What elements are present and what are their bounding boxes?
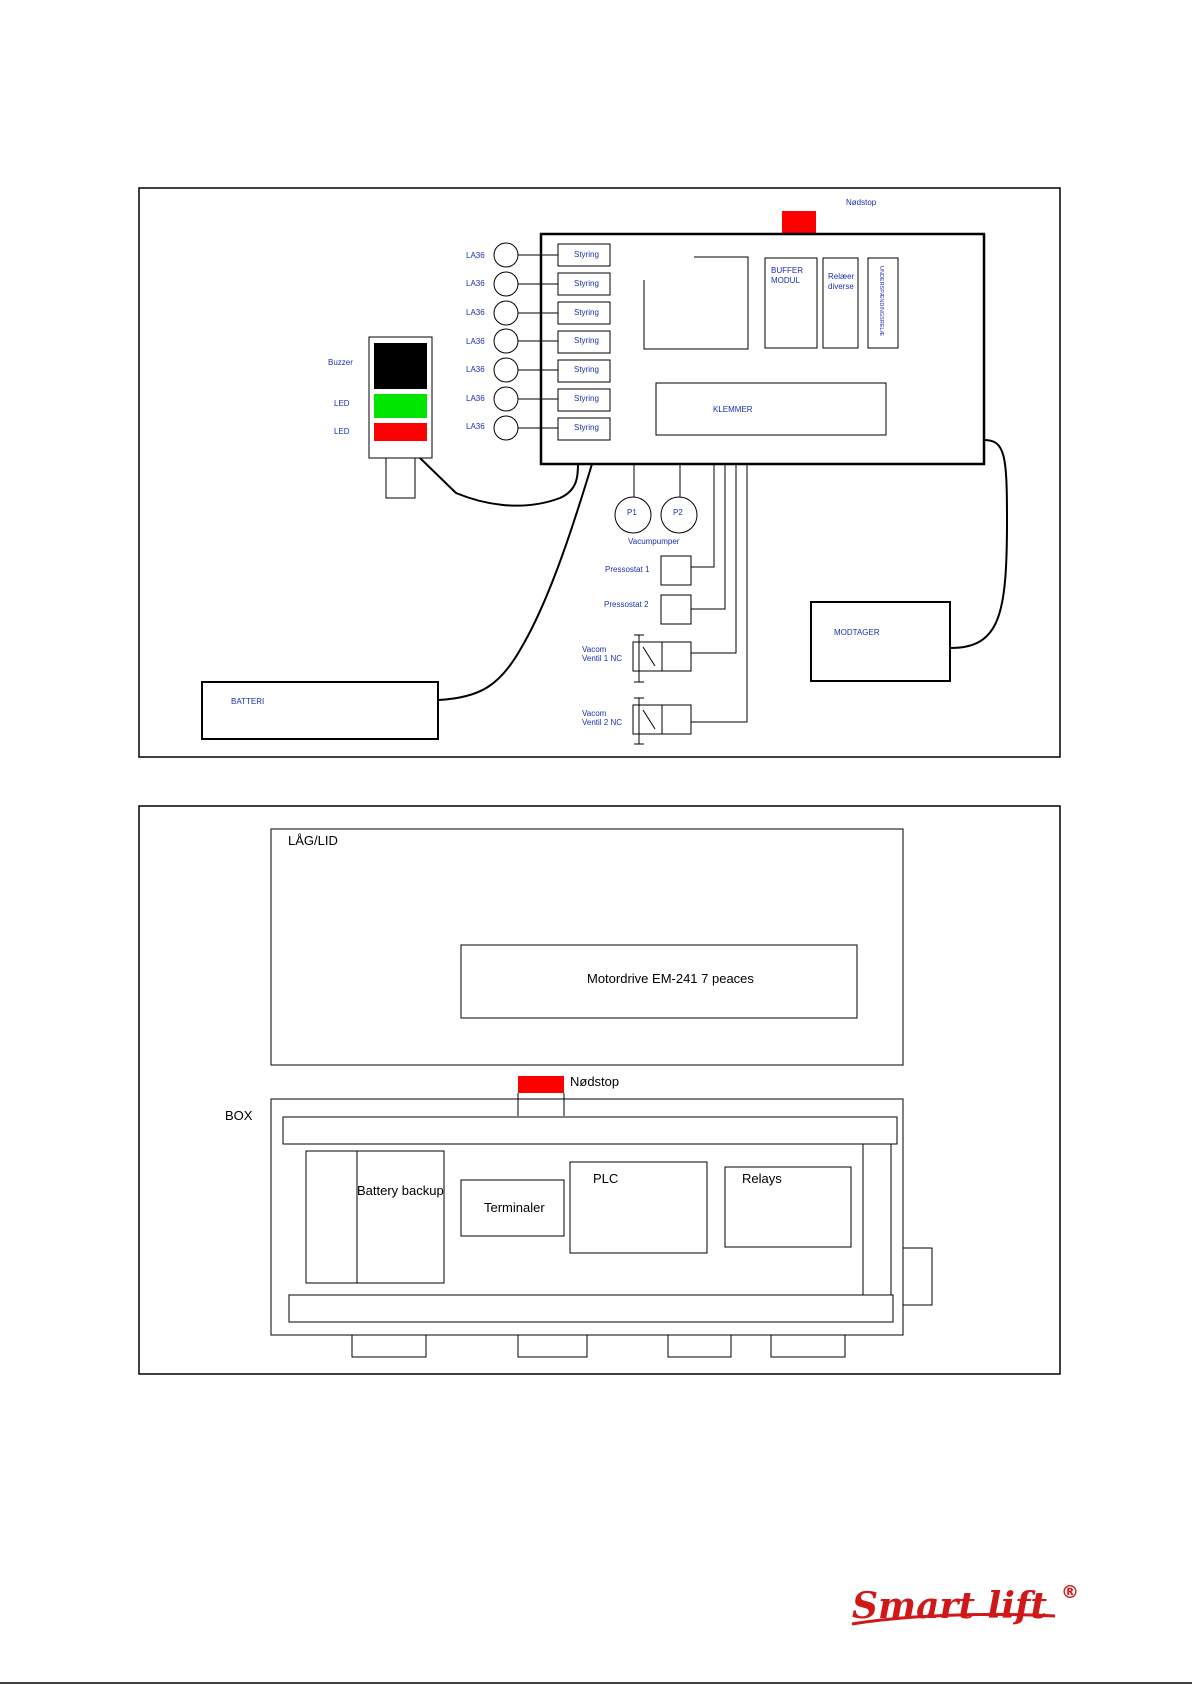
actuator-rows <box>466 243 610 440</box>
undervoltage-relay-label: UNDERSPÆNDINGSRELÆ <box>878 266 884 336</box>
valve2-wire <box>691 464 747 722</box>
actuator-circle <box>494 329 518 353</box>
relays-misc-label-line1: Relæer <box>828 272 855 281</box>
led-label-green: LED <box>334 399 350 408</box>
box-label: BOX <box>225 1108 253 1123</box>
terminals-label: Terminaler <box>484 1200 545 1215</box>
plc-label: PLC <box>593 1171 619 1186</box>
actuator-label: LA36 <box>466 337 485 346</box>
buzzer <box>374 343 427 389</box>
battery-box <box>202 682 438 739</box>
smart-lift-logo <box>852 1582 1079 1627</box>
led-red <box>374 423 427 441</box>
emergency-stop-label: Nødstop <box>846 198 877 207</box>
bottom-rail <box>289 1295 893 1322</box>
top-rail <box>283 1117 897 1144</box>
valve1 <box>633 635 691 682</box>
control-module-label: Styring <box>574 394 599 403</box>
bottom-connector <box>518 1335 587 1357</box>
actuator-label: LA36 <box>466 308 485 317</box>
actuator-label: LA36 <box>466 365 485 374</box>
actuator-circle <box>494 243 518 267</box>
receiver-cable <box>950 440 1007 648</box>
buffer-module-label-line2: MODUL <box>771 276 800 285</box>
control-module-label: Styring <box>574 336 599 345</box>
layout-frame <box>139 806 1060 1374</box>
actuator-circle <box>494 416 518 440</box>
actuator-row <box>466 416 610 440</box>
battery-cable <box>438 464 592 700</box>
pressostat1 <box>661 556 691 585</box>
valve1-label-line1: Vacom <box>582 645 607 654</box>
valve2-label-line2: Ventil 2 NC <box>582 718 623 727</box>
actuator-label: LA36 <box>466 251 485 260</box>
plc-block <box>570 1162 707 1253</box>
buffer-module-label-line1: BUFFER <box>771 266 803 275</box>
valve2-label-line1: Vacom <box>582 709 607 718</box>
valve1-label-line2: Ventil 1 NC <box>582 654 623 663</box>
actuator-label: LA36 <box>466 394 485 403</box>
signal-tower-base <box>386 458 415 498</box>
valve1-label <box>582 645 622 663</box>
actuator-row <box>466 272 610 296</box>
relays-misc-label <box>828 272 856 291</box>
led-label-red: LED <box>334 427 350 436</box>
led-green <box>374 394 427 418</box>
control-module-label: Styring <box>574 250 599 259</box>
actuator-circle <box>494 272 518 296</box>
pressostat2-wire <box>691 464 725 609</box>
battery-backup <box>306 1151 444 1283</box>
emergency-stop-label: Nødstop <box>570 1074 620 1089</box>
actuator-row <box>466 329 610 353</box>
actuator-row <box>466 301 610 325</box>
actuator-label: LA36 <box>466 422 485 431</box>
actuator-label: LA36 <box>466 279 485 288</box>
terminals-block <box>656 383 886 435</box>
receiver-box <box>811 602 950 681</box>
logo-text: Smart lift <box>852 1585 1048 1627</box>
pressostat2 <box>661 595 691 624</box>
valve2 <box>633 698 691 744</box>
control-module-label: Styring <box>574 365 599 374</box>
side-connector <box>903 1248 932 1305</box>
layout-diagram <box>139 806 1060 1374</box>
actuator-circle <box>494 358 518 382</box>
pressostat2-label: Pressostat 2 <box>604 600 649 609</box>
box <box>271 1099 903 1335</box>
pressostat1-label: Pressostat 1 <box>605 565 650 574</box>
actuator-circle <box>494 387 518 411</box>
bottom-connector <box>771 1335 845 1357</box>
actuator-row <box>466 387 610 411</box>
valve2-label <box>582 709 622 727</box>
actuator-circle <box>494 301 518 325</box>
emergency-stop-button <box>782 211 816 233</box>
lid-label: LÅG/LID <box>288 833 338 848</box>
control-module-label: Styring <box>574 308 599 317</box>
control-module-label: Styring <box>574 279 599 288</box>
battery-label: BATTERI <box>231 697 265 706</box>
motordrive-label: Motordrive EM-241 7 peaces <box>587 971 754 986</box>
actuator-row <box>466 243 610 267</box>
buzzer-label: Buzzer <box>328 358 353 367</box>
relays-label: Relays <box>742 1171 782 1186</box>
internal-unit <box>644 257 748 349</box>
pump1-label: P1 <box>627 508 637 517</box>
emergency-stop-button <box>518 1076 564 1093</box>
relays-misc-label-line2: diverse <box>828 282 854 291</box>
receiver-label: MODTAGER <box>834 628 880 637</box>
pump2-label: P2 <box>673 508 683 517</box>
actuator-row <box>466 358 610 382</box>
bottom-connector <box>352 1335 426 1357</box>
vacuum-pumps-label: Vacumpumper <box>628 537 680 546</box>
buffer-module-label <box>771 266 805 285</box>
wiring-diagram <box>139 188 1060 757</box>
control-module-label: Styring <box>574 423 599 432</box>
bottom-connector <box>668 1335 731 1357</box>
terminals-label: KLEMMER <box>713 405 753 414</box>
battery-backup-label: Battery backup <box>357 1183 444 1198</box>
logo-registered-mark: ® <box>1061 1582 1079 1603</box>
lid <box>271 829 903 1065</box>
